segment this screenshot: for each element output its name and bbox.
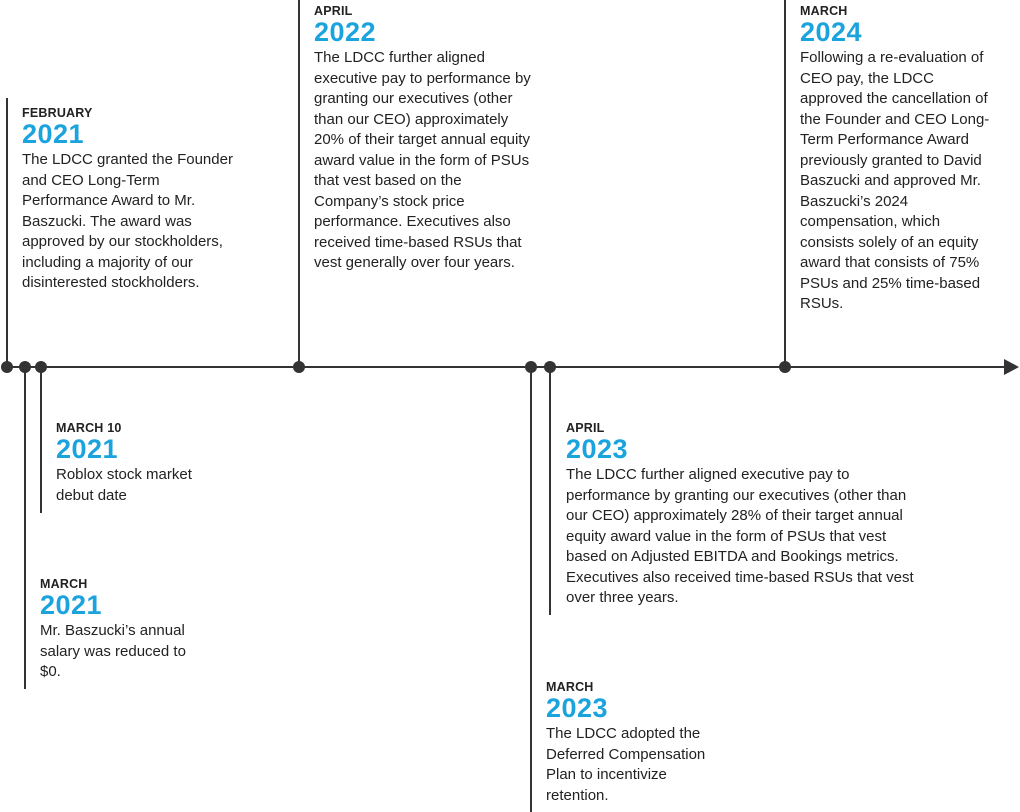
event-year: 2021 <box>40 590 103 620</box>
event-month: MARCH <box>546 680 594 694</box>
dot-apr-2023 <box>544 361 556 373</box>
event-year: 2023 <box>566 434 629 464</box>
stem-mar-2021 <box>24 367 26 689</box>
stem-mar-2023 <box>530 367 532 812</box>
stem-feb-2021 <box>6 98 8 368</box>
event-description: The LDCC further aligned executive pay to performance by granting our executives (other than our CEO) approximately 28% of their target annual equity award value in the form of PSUs that vest based on Adjusted EBITDA and Bookings metrics. Executives also received time-based RSUs that vest over three years. <box>566 466 914 606</box>
stem-apr-2022 <box>298 0 300 368</box>
event-year: 2022 <box>314 17 377 47</box>
stem-mar10-2021 <box>40 367 42 513</box>
dot-feb-2021 <box>1 361 13 373</box>
stem-apr-2023 <box>549 367 551 615</box>
dot-mar-2023 <box>525 361 537 373</box>
stem-mar-2024 <box>784 0 786 368</box>
event-description: Roblox stock market debut date <box>56 466 192 504</box>
event-description: Following a re-evaluation of CEO pay, the LDCC approved the cancellation of the Founder and CEO Long-Term Performance Award previously granted to David Baszucki and approved Mr. Baszucki’s 2024 compensation, which consists solely of an equity award that consists of 75% PSUs and 25% time-based RSUs. <box>800 49 990 312</box>
event-mar-2023 <box>546 680 746 806</box>
event-year: 2021 <box>22 119 85 149</box>
event-apr-2023 <box>566 421 936 609</box>
event-description: The LDCC adopted the Deferred Compensation Plan to incentivize retention. <box>546 725 706 804</box>
event-month: APRIL <box>314 4 353 18</box>
event-month: MARCH <box>40 577 88 591</box>
event-mar-2021 <box>40 577 240 683</box>
event-mar10-2021 <box>56 421 256 506</box>
event-mar-2024 <box>800 4 1005 315</box>
dot-mar10-2021 <box>35 361 47 373</box>
event-year: 2023 <box>546 693 609 723</box>
event-description: The LDCC granted the Founder and CEO Long-Term Performance Award to Mr. Baszucki. The award was approved by our stockholders, including a majority of our disinterested stockholders. <box>22 151 233 291</box>
timeline-axis <box>6 366 1008 368</box>
dot-mar-2024 <box>779 361 791 373</box>
event-year: 2021 <box>56 434 119 464</box>
event-description: The LDCC further aligned executive pay to performance by granting our executives (other than our CEO) approximately 20% of their target annual equity award value in the form of PSUs that vest based on the Company’s stock price performance. Executives also received time-based RSUs that vest generally over four years. <box>314 49 531 271</box>
event-apr-2022 <box>314 4 544 274</box>
event-year: 2024 <box>800 17 863 47</box>
event-month: MARCH 10 <box>56 421 122 435</box>
event-month: MARCH <box>800 4 848 18</box>
event-month: FEBRUARY <box>22 106 93 120</box>
event-feb-2021 <box>22 106 272 294</box>
dot-apr-2022 <box>293 361 305 373</box>
dot-mar-2021 <box>19 361 31 373</box>
timeline-arrow-icon <box>1004 359 1019 375</box>
event-description: Mr. Baszucki’s annual salary was reduced to $0. <box>40 622 186 680</box>
event-month: APRIL <box>566 421 605 435</box>
